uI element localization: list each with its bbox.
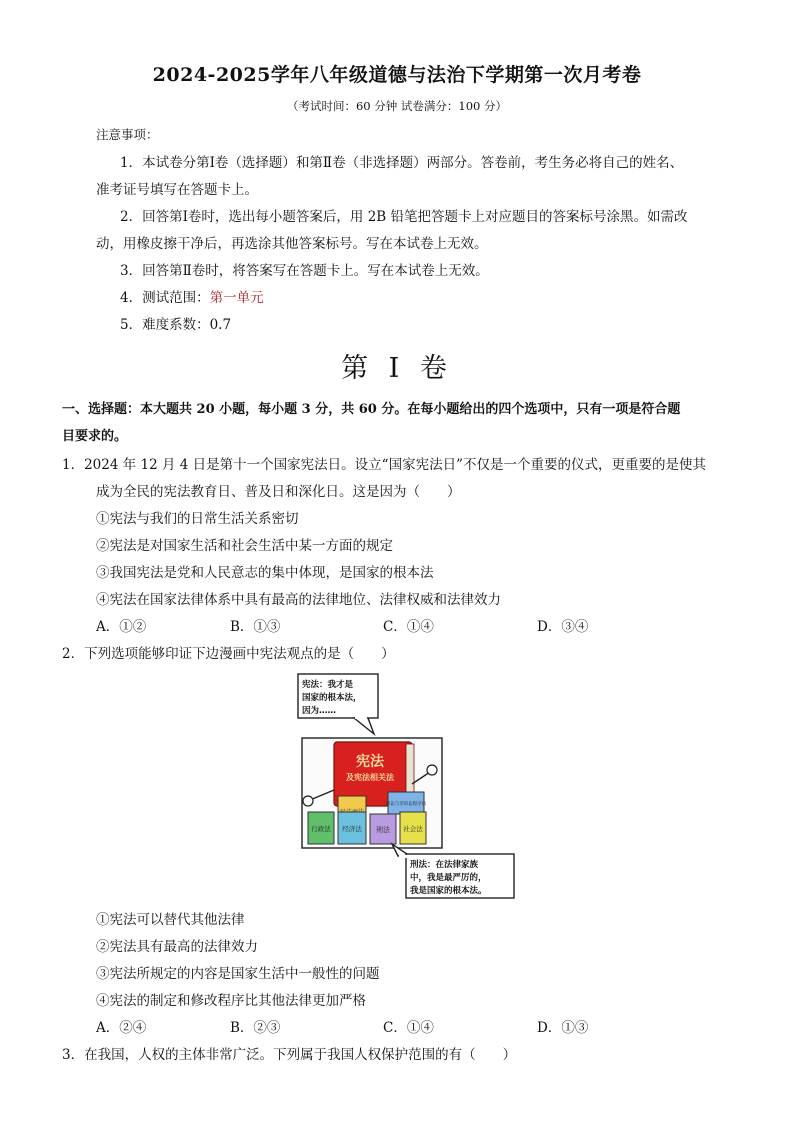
notice-item-1-line-2: 准考证号填写在答题卡上。 [96,182,258,198]
cartoon-bottom-bubble-line-2: 中，我是最严厉的， [410,873,487,883]
q1-statement-4: ④宪法在国家法律体系中具有最高的法律地位、法律权威和法律效力 [96,592,501,608]
q2-option-c: C．①④ [383,1020,434,1036]
q2-stem: 2．下列选项能够印证下边漫画中宪法观点的是（ ） [62,646,395,662]
cartoon-top-bubble-line-3: 因为…… [302,706,337,716]
q1-option-d: D．③④ [537,619,589,635]
notice-item-3: 3．回答第Ⅱ卷时，将答案写在答题卡上。写在本试卷上无效。 [120,263,489,279]
q1-stem-line-1: 1．2024 年 12 月 4 日是第十一个国家宪法日。设立“国家宪法日”不仅是一个重要的仪式，更重要的是使其 [62,457,706,473]
constitution-book-title: 宪法 [356,754,384,770]
q2-option-b: B．②③ [230,1020,281,1036]
q1-option-b: B．①③ [230,619,281,635]
constitution-book-subtitle: 及宪法相关法 [346,773,394,782]
q2-statement-4: ④宪法的制定和修改程序比其他法律更加严格 [96,993,366,1009]
notice-item-4-value: 第一单元 [209,290,264,306]
q1-option-c: C．①④ [383,619,434,635]
notice-item-4 [120,289,264,307]
small-book-economic-law: 经济法 [342,825,362,833]
q1-statement-1: ①宪法与我们的日常生活关系密切 [96,511,299,527]
q1-stem-line-2: 成为全民的宪法教育日、普及日和深化日。这是因为（ ） [96,484,461,500]
cartoon-bottom-bubble-line-1: 刑法：在法律家族 [410,860,479,870]
q1-statement-3: ③我国宪法是党和人民意志的集中体现，是国家的根本法 [96,565,434,581]
cartoon-top-bubble-line-1: 宪法：我才是 [302,680,354,690]
notice-item-2-line-2: 动，用橡皮擦干净后，再选涂其他答案标号。写在本试卷上无效。 [96,236,488,252]
q1-statement-2: ②宪法是对国家生活和社会生活中某一方面的规定 [96,538,393,554]
section-1-line-1: 一、选择题：本大题共 20 小题，每小题 3 分，共 60 分。在每小题给出的四个选项中，只有一项是符合题 [62,402,681,417]
volume-title: 第 I 卷 [341,353,453,384]
q3-stem: 3．在我国，人权的主体非常广泛。下列属于我国人权保护范围的有（ ） [62,1047,517,1063]
constitution-cartoon [296,672,516,902]
cartoon-top-bubble-line-2: 国家的根本法， [302,693,362,703]
notice-item-4-label: 4．测试范围： [120,290,210,306]
small-book-social-law: 社会法 [403,825,423,833]
q2-statement-2: ②宪法具有最高的法律效力 [96,939,258,955]
q2-option-d: D．①③ [537,1020,589,1036]
q1-option-a: A．①② [96,619,147,635]
cartoon-bottom-speech-bubble [392,844,514,898]
notice-item-1-line-1: 1．本试卷分第Ⅰ卷（选择题）和第Ⅱ卷（非选择题）两部分。答卷前，考生务必将自己的姓名、 [120,155,684,171]
small-book-criminal-law: 刑法 [376,826,390,834]
exam-title: 2024-2025学年八年级道德与法治下学期第一次月考卷 [152,64,642,86]
notice-heading: 注意事项： [96,127,159,142]
section-1-line-2: 目要求的。 [62,429,128,444]
q2-statement-1: ①宪法可以替代其他法律 [96,912,245,928]
exam-subtitle: （考试时间：60 分钟 试卷满分：100 分） [286,99,508,113]
small-book-procedure-law: 诉讼与非诉讼程序法 [385,802,427,807]
cartoon-bottom-bubble-line-3: 我是国家的根本法。 [410,886,487,896]
small-book-administrative-law: 行政法 [311,825,331,833]
q2-statement-3: ③宪法所规定的内容是国家生活中一般性的问题 [96,966,380,982]
cartoon-top-speech-bubble [298,674,378,734]
q2-option-a: A．②④ [96,1020,147,1036]
notice-item-5: 5．难度系数：0.7 [120,317,232,333]
notice-item-2-line-1: 2．回答第Ⅰ卷时，选出每小题答案后，用 2B 铅笔把答题卡上对应题目的答案标号涂黑。如需改 [120,209,688,225]
